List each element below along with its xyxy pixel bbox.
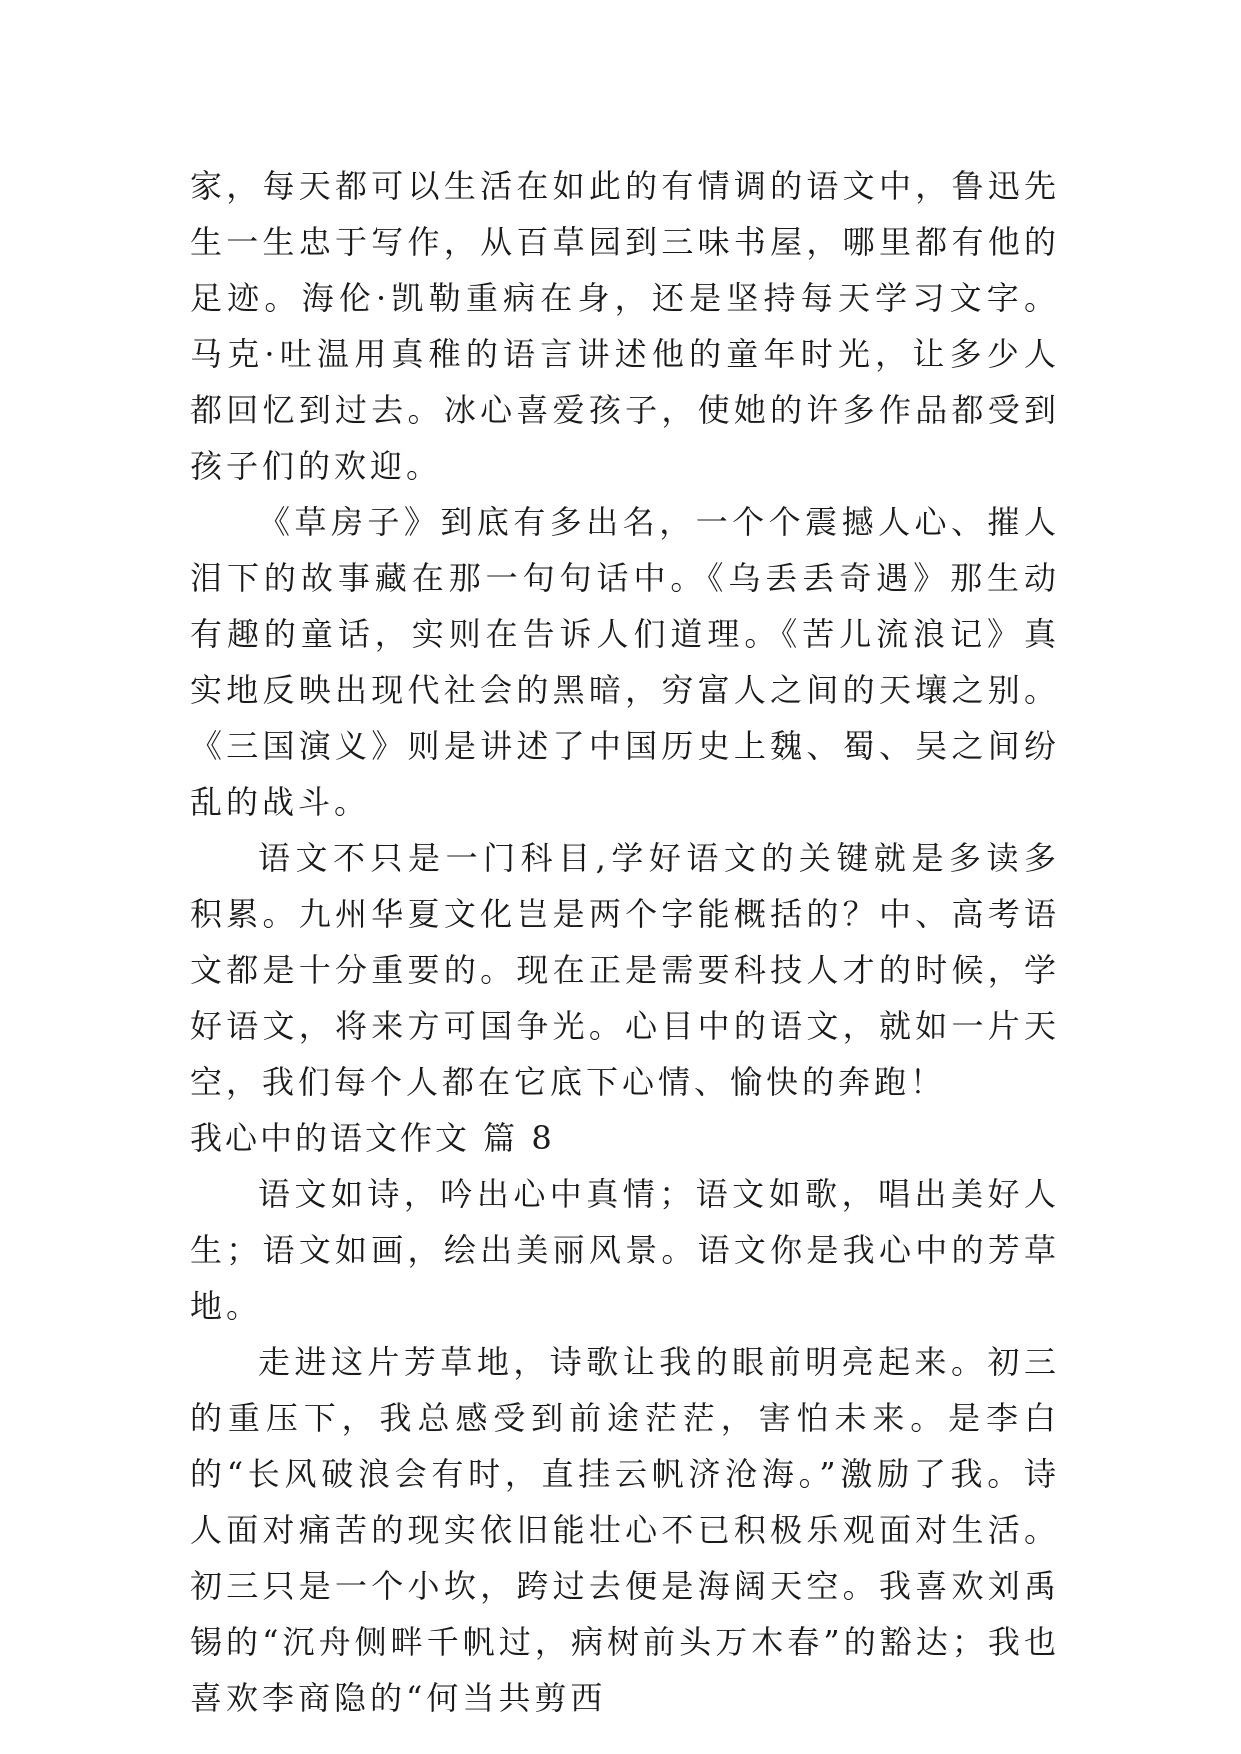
- document-body: [190, 158, 1060, 1726]
- paragraph-2: 《草房子》到底有多出名，一个个震撼人心、摧人泪下的故事藏在那一句句话中。《乌丢丢奇遇》那生动有趣的童话，实则在告诉人们道理。《苦儿流浪记》真实地反映出现代社会的黑暗，穷富人之间的天壤之别。《三国演义》则是讲述了中国历史上魏、蜀、吴之间纷乱的战斗。: [190, 503, 1060, 821]
- section-heading: 我心中的语文作文 篇 8: [190, 1119, 555, 1157]
- paragraph-1: 家，每天都可以生活在如此的有情调的语文中，鲁迅先生一生忠于写作，从百草园到三味书屋，哪里都有他的足迹。海伦·凯勒重病在身，还是坚持每天学习文字。马克·吐温用真稚的语言讲述他的童年时光，让多少人都回忆到过去。冰心喜爱孩子，使她的许多作品都受到孩子们的欢迎。: [190, 167, 1060, 485]
- paragraph-5: 走进这片芳草地，诗歌让我的眼前明亮起来。初三的重压下，我总感受到前途茫茫，害怕未来。是李白的“长风破浪会有时，直挂云帆济沧海。”激励了我。诗人面对痛苦的现实依旧能壮心不已积极乐观面对生活。初三只是一个小坎，跨过去便是海阔天空。我喜欢刘禹锡的“沉舟侧畔千帆过，病树前头万木春”的豁达；我也喜欢李商隐的“何当共剪西: [190, 1343, 1060, 1717]
- paragraph-3: 语文不只是一门科目,学好语文的关键就是多读多积累。九州华夏文化岂是两个字能概括的？中、高考语文都是十分重要的。现在正是需要科技人才的时候，学好语文，将来方可国争光。心目中的语文，就如一片天空，我们每个人都在它底下心情、愉快的奔跑！: [190, 839, 1060, 1101]
- paragraph-4: 语文如诗，吟出心中真情；语文如歌，唱出美好人生；语文如画，绘出美丽风景。语文你是我心中的芳草地。: [190, 1175, 1060, 1325]
